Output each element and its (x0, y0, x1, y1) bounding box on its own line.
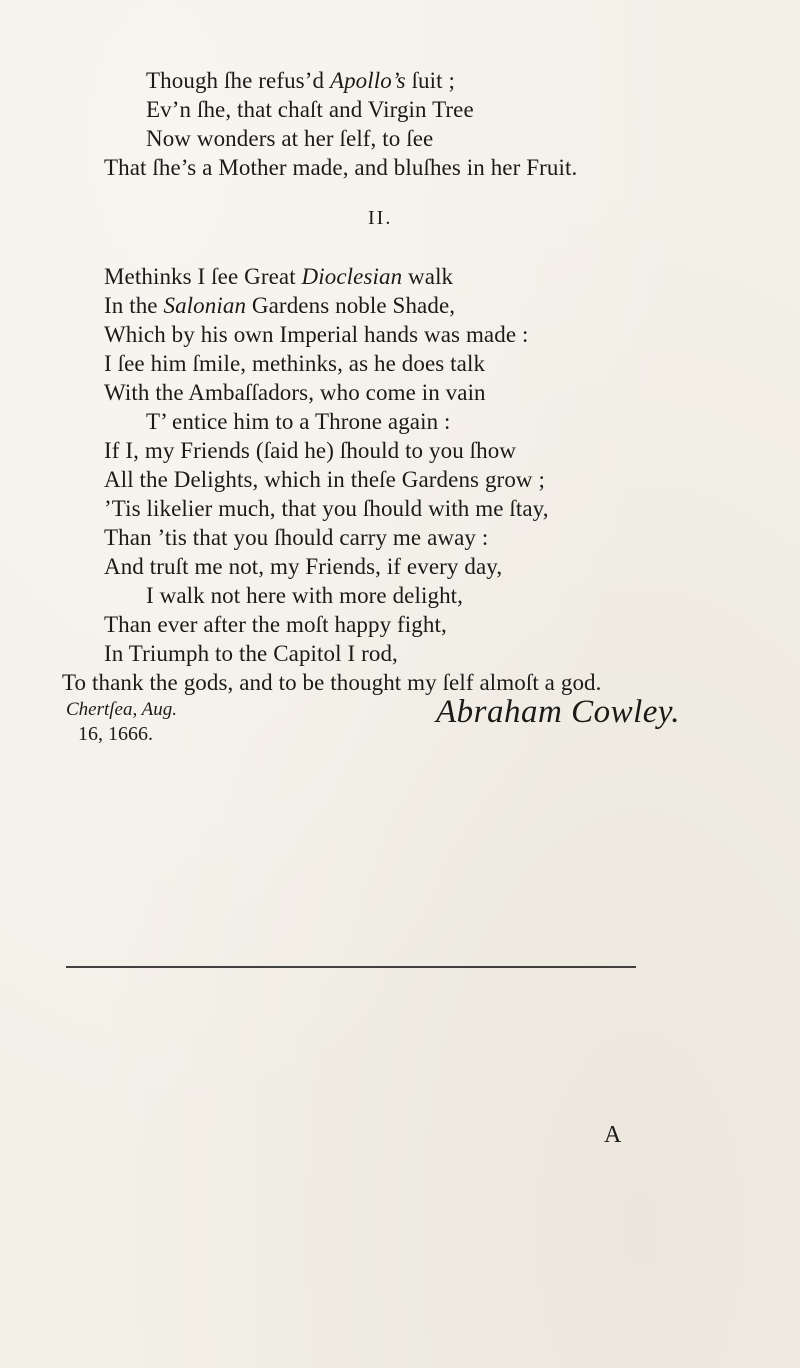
poem-line: T’ entice him to a Throne again : (146, 409, 451, 434)
poem-line: Now wonders at her ſelf, to ſee (146, 126, 434, 151)
signature-place: Chertſea, Aug. (66, 699, 178, 720)
poem-line: ’Tis likelier much, that you ſhould with me ſtay, (104, 496, 549, 521)
poem-line: Which by his own Imperial hands was made : (104, 322, 529, 347)
section-number: II. (368, 207, 393, 229)
poem-line: Methinks I ſee Great Dioclesian walk (104, 264, 454, 289)
poem-line: In the Salonian Gardens noble Shade, (104, 293, 456, 318)
poem-line: To thank the gods, and to be thought my ſelf almoſt a god. (62, 670, 602, 695)
poem-line: That ſhe’s a Mother made, and bluſhes in her Fruit. (104, 155, 578, 180)
divider-rule (66, 966, 636, 968)
poem-line: Ev’n ſhe, that chaſt and Virgin Tree (146, 97, 474, 122)
poem-line: And truſt me not, my Friends, if every day, (104, 554, 503, 579)
poem-line: In Triumph to the Capitol I rod, (104, 641, 398, 666)
poem-line: Than ever after the moſt happy fight, (104, 612, 447, 637)
poem-line: All the Delights, which in theſe Gardens grow ; (104, 467, 545, 492)
poem-line: If I, my Friends (ſaid he) ſhould to you ſhow (104, 438, 517, 463)
poem-line: Though ſhe refus’d Apollo’s ſuit ; (146, 68, 455, 93)
poem-line: I walk not here with more delight, (146, 583, 464, 608)
catchword: A (604, 1122, 622, 1148)
poem-line: Than ’tis that you ſhould carry me away : (104, 525, 489, 550)
signature-date: 16, 1666. (78, 723, 153, 745)
signature-author: Abraham Cowley. (436, 694, 680, 730)
signature-place-date (66, 698, 177, 746)
poem-line: With the Ambaſſadors, who come in vain (104, 380, 486, 405)
poem-line: I ſee him ſmile, methinks, as he does talk (104, 351, 486, 376)
